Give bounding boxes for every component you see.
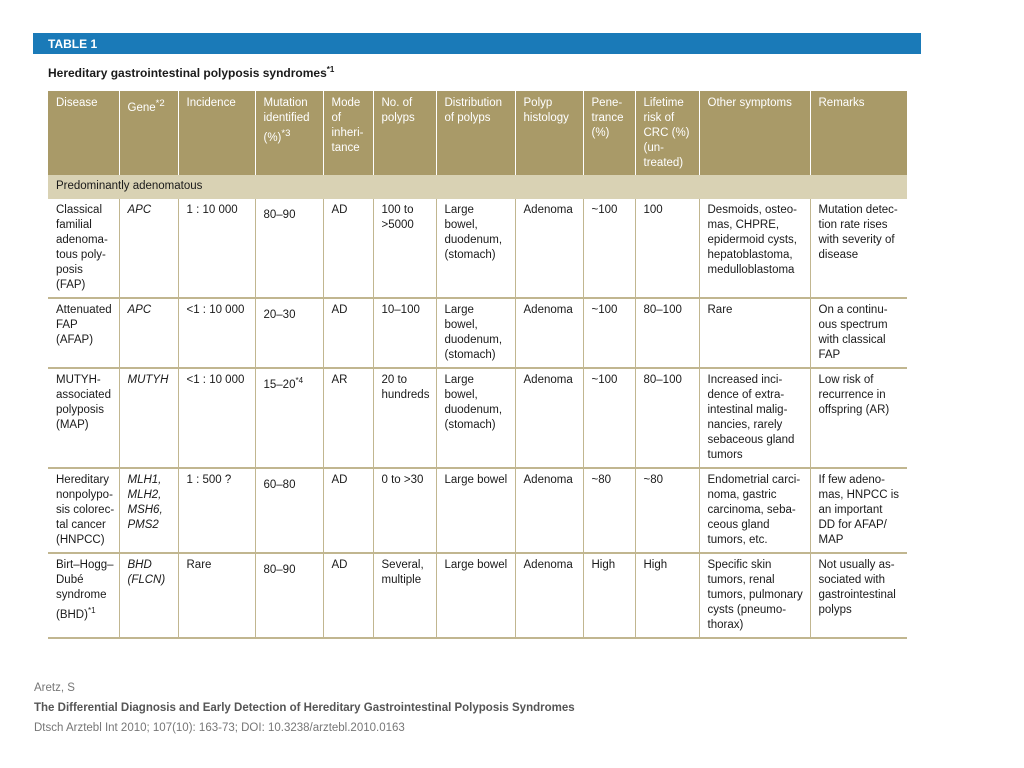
cell-histology: Adenoma — [515, 199, 583, 298]
cell-disease: Classical familial adenoma- tous poly- posis (FAP) — [48, 199, 119, 298]
cell-incidence: Rare — [178, 553, 255, 638]
cell-polyps: 100 to >5000 — [373, 199, 436, 298]
table-label: TABLE 1 — [33, 33, 921, 54]
citation — [34, 678, 575, 738]
cell-crc-risk: 100 — [635, 199, 699, 298]
cell-mode: AD — [323, 199, 373, 298]
table-row — [48, 368, 907, 468]
table-row — [48, 468, 907, 553]
table-figure — [33, 33, 921, 631]
header-row — [48, 91, 907, 175]
col-header-mode: Mode of inheri- tance — [323, 91, 373, 175]
cell-histology: Adenoma — [515, 468, 583, 553]
cell-distribution: Large bowel — [436, 468, 515, 553]
cell-distribution: Large bowel, duodenum, (stomach) — [436, 199, 515, 298]
cell-remarks: Mutation detec- tion rate rises with severity of disease — [810, 199, 907, 298]
cell-mode: AD — [323, 553, 373, 638]
cell-mode: AD — [323, 298, 373, 368]
col-header-other-symptoms: Other symptoms — [699, 91, 810, 175]
col-header-remarks: Remarks — [810, 91, 907, 175]
cell-incidence: <1 : 10 000 — [178, 368, 255, 468]
citation-author: Aretz, S — [34, 682, 75, 694]
col-header-gene: Gene$^{*2}$ — [119, 91, 178, 175]
cell-gene: MUTYH — [119, 368, 178, 468]
cell-remarks: If few adeno- mas, HNPCC is an important DD for AFAP/ MAP — [810, 468, 907, 553]
col-header-histology: Polyp histology — [515, 91, 583, 175]
cell-other-symptoms: Specific skin tumors, renal tumors, pulmonary cysts (pneumo- thorax) — [699, 553, 810, 638]
cell-incidence: <1 : 10 000 — [178, 298, 255, 368]
polyposis-table — [48, 91, 907, 639]
table-title-footnote: *1 — [326, 65, 335, 74]
cell-penetrance: ~100 — [583, 368, 635, 468]
cell-other-symptoms: Endometrial carci- noma, gastric carcinoma, seba- ceous gland tumors, etc. — [699, 468, 810, 553]
cell-crc-risk: 80–100 — [635, 298, 699, 368]
cell-mutation: 15–20$^{*4}$ — [255, 368, 323, 468]
cell-mutation: 80–90 — [255, 199, 323, 298]
group-row — [48, 175, 907, 199]
cell-remarks: Low risk of recurrence in offspring (AR) — [810, 368, 907, 468]
cell-mode: AR — [323, 368, 373, 468]
cell-histology: Adenoma — [515, 368, 583, 468]
cell-crc-risk: ~80 — [635, 468, 699, 553]
cell-incidence: 1 : 500 ? — [178, 468, 255, 553]
cell-penetrance: ~80 — [583, 468, 635, 553]
col-header-penetrance: Pene- trance (%) — [583, 91, 635, 175]
table-title-text: Hereditary gastrointestinal polyposis syndromes — [48, 66, 327, 80]
cell-other-symptoms: Rare — [699, 298, 810, 368]
cell-histology: Adenoma — [515, 553, 583, 638]
table-row — [48, 199, 907, 298]
cell-disease: MUTYH- associated polyposis (MAP) — [48, 368, 119, 468]
col-header-disease: Disease — [48, 91, 119, 175]
cell-polyps: 0 to >30 — [373, 468, 436, 553]
cell-remarks: On a continu- ous spectrum with classical FAP — [810, 298, 907, 368]
cell-gene: APC — [119, 199, 178, 298]
cell-mutation: 80–90 — [255, 553, 323, 638]
col-header-incidence: Incidence — [178, 91, 255, 175]
group-label: Predominantly adenomatous — [48, 175, 907, 199]
cell-polyps: 20 to hundreds — [373, 368, 436, 468]
col-header-polyps: No. of polyps — [373, 91, 436, 175]
cell-disease: Birt–Hogg– Dubé syndrome (BHD)$^{*1}$ — [48, 553, 119, 638]
cell-other-symptoms: Desmoids, osteo- mas, CHPRE, epidermoid cysts, hepatoblastoma, medulloblastoma — [699, 199, 810, 298]
cell-gene: MLH1, MLH2, MSH6, PMS2 — [119, 468, 178, 553]
cell-mutation: 20–30 — [255, 298, 323, 368]
col-header-distribution: Distribution of polyps — [436, 91, 515, 175]
cell-penetrance: ~100 — [583, 298, 635, 368]
cell-penetrance: ~100 — [583, 199, 635, 298]
cell-crc-risk: High — [635, 553, 699, 638]
cell-mode: AD — [323, 468, 373, 553]
table-title — [33, 54, 921, 87]
citation-reference: Dtsch Arztebl Int 2010; 107(10): 163-73; DOI: 10.3238/arztebl.2010.0163 — [34, 722, 405, 734]
citation-article-title: The Differential Diagnosis and Early Detection of Hereditary Gastrointestinal Polyposis Syndromes — [34, 702, 575, 714]
cell-polyps: 10–100 — [373, 298, 436, 368]
cell-incidence: 1 : 10 000 — [178, 199, 255, 298]
cell-disease: Hereditary nonpolypo- sis colorec- tal cancer (HNPCC) — [48, 468, 119, 553]
cell-other-symptoms: Increased inci- dence of extra- intestinal malig- nancies, rarely sebaceous gland tumors — [699, 368, 810, 468]
cell-disease: Attenuated FAP (AFAP) — [48, 298, 119, 368]
cell-distribution: Large bowel, duodenum, (stomach) — [436, 368, 515, 468]
col-header-crc-risk: Lifetime risk of CRC (%) (un- treated) — [635, 91, 699, 175]
cell-distribution: Large bowel — [436, 553, 515, 638]
cell-histology: Adenoma — [515, 298, 583, 368]
cell-polyps: Several, multiple — [373, 553, 436, 638]
cell-penetrance: High — [583, 553, 635, 638]
table-row — [48, 553, 907, 638]
cell-distribution: Large bowel, duodenum, (stomach) — [436, 298, 515, 368]
cell-crc-risk: 80–100 — [635, 368, 699, 468]
col-header-mutation: Mutation identified (%)$^{*3}$ — [255, 91, 323, 175]
cell-mutation: 60–80 — [255, 468, 323, 553]
cell-gene: BHD (FLCN) — [119, 553, 178, 638]
table-row — [48, 298, 907, 368]
cell-remarks: Not usually as- sociated with gastrointestinal polyps — [810, 553, 907, 638]
cell-gene: APC — [119, 298, 178, 368]
